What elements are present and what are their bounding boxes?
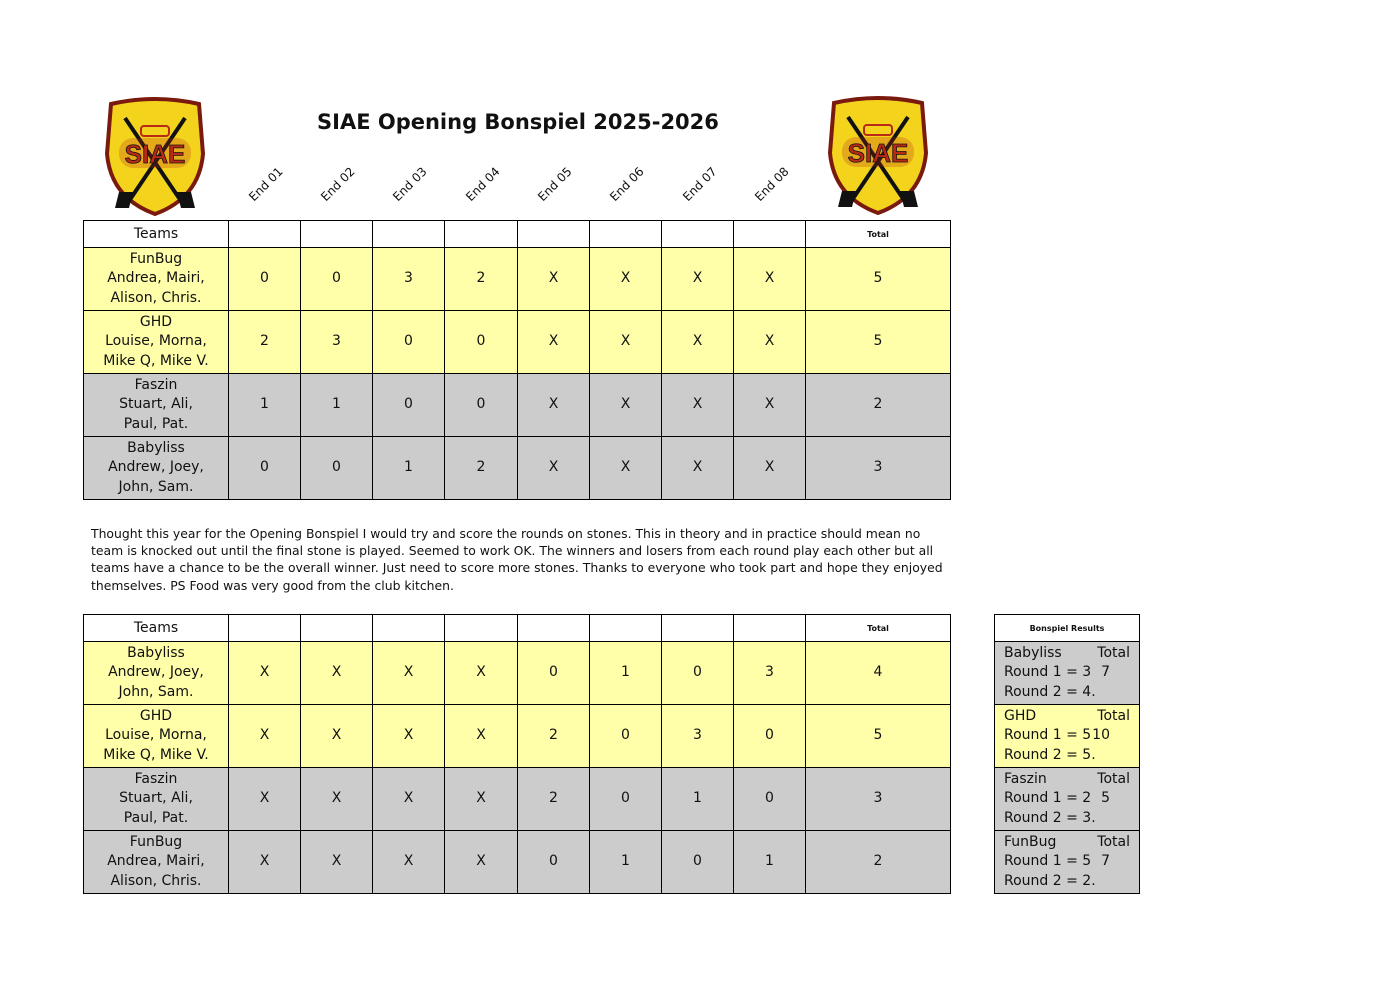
end-header-cell: [229, 615, 301, 642]
team-cell: [84, 248, 229, 311]
end-label: End 08: [752, 164, 792, 204]
result-team-name: Faszin: [1004, 770, 1047, 787]
team-members: John, Sam.: [118, 478, 194, 495]
end-score-cell: 0: [301, 248, 373, 311]
team-members: John, Sam.: [118, 683, 194, 700]
end-score-cell: X: [229, 642, 301, 705]
result-round2: Round 2 = 2.: [1004, 872, 1096, 889]
end-header-cell: [662, 221, 734, 248]
team-members: Louise, Morna,: [105, 727, 207, 744]
end-header-cell: [301, 221, 373, 248]
end-label: End 04: [463, 164, 503, 204]
team-name: FunBug: [129, 833, 183, 850]
end-score-cell: 1: [590, 831, 662, 894]
team-cell: [84, 437, 229, 500]
team-members: Mike Q, Mike V.: [103, 352, 209, 369]
end-score-cell: 1: [373, 437, 445, 500]
total-cell: 5: [806, 248, 951, 311]
end-score-cell: 0: [518, 642, 590, 705]
results-header-row: [995, 615, 1140, 642]
end-score-cell: 1: [301, 374, 373, 437]
end-label: End 02: [318, 164, 358, 204]
team-members: Paul, Pat.: [123, 415, 189, 432]
end-score-cell: 0: [445, 311, 518, 374]
total-cell: 3: [806, 437, 951, 500]
end-score-cell: X: [229, 768, 301, 831]
result-total-label: Total: [1097, 833, 1130, 850]
end-header-cell: [301, 615, 373, 642]
result-line: [1004, 770, 1130, 790]
end-score-cell: X: [445, 705, 518, 768]
result-row: [995, 642, 1140, 705]
end-score-cell: 0: [590, 705, 662, 768]
end-header-cell: [373, 221, 445, 248]
result-row: [995, 831, 1140, 894]
results-header: Bonspiel Results: [995, 615, 1140, 642]
result-row: [995, 705, 1140, 768]
total-cell: 5: [806, 311, 951, 374]
team-row: [84, 248, 951, 311]
team-name: Faszin: [134, 770, 178, 787]
end-score-cell: X: [590, 374, 662, 437]
end-score-cell: X: [590, 248, 662, 311]
team-members: Andrew, Joey,: [108, 459, 204, 476]
end-score-cell: X: [518, 437, 590, 500]
result-round2: Round 2 = 5.: [1004, 746, 1096, 763]
end-score-cell: X: [518, 311, 590, 374]
team-members: Andrew, Joey,: [108, 664, 204, 681]
total-cell: 4: [806, 642, 951, 705]
end-score-cell: X: [518, 374, 590, 437]
team-name: Babyliss: [127, 439, 185, 456]
team-name: FunBug: [129, 250, 183, 267]
end-header-cell: [229, 221, 301, 248]
round2-score-table: [83, 614, 951, 894]
end-score-cell: X: [734, 248, 806, 311]
total-cell: 5: [806, 705, 951, 768]
team-members: Andrea, Mairi,: [107, 853, 205, 870]
page-title: SIAE Opening Bonspiel 2025-2026: [317, 110, 719, 134]
end-header-cell: [662, 615, 734, 642]
end-score-cell: X: [445, 831, 518, 894]
team-name: GHD: [139, 707, 173, 724]
team-members: Paul, Pat.: [123, 809, 189, 826]
end-score-cell: X: [229, 831, 301, 894]
result-round1: Round 1 = 3: [1004, 664, 1092, 681]
end-score-cell: 0: [373, 374, 445, 437]
end-header-cell: [590, 221, 662, 248]
end-score-cell: X: [662, 374, 734, 437]
end-score-cell: 2: [445, 248, 518, 311]
end-score-cell: X: [662, 437, 734, 500]
team-cell: [84, 768, 229, 831]
siae-logo-left: [105, 96, 205, 216]
end-score-cell: X: [734, 374, 806, 437]
team-row: [84, 768, 951, 831]
result-cell: [995, 831, 1140, 894]
logo-text: SIAE: [124, 139, 186, 169]
end-score-cell: 0: [590, 768, 662, 831]
end-score-cell: X: [734, 437, 806, 500]
team-cell: [84, 374, 229, 437]
end-score-cell: X: [590, 311, 662, 374]
end-header-cell: [373, 615, 445, 642]
result-total-label: Total: [1097, 707, 1130, 724]
total-cell: 3: [806, 768, 951, 831]
team-row: [84, 437, 951, 500]
end-score-cell: 3: [301, 311, 373, 374]
team-members: Alison, Chris.: [110, 872, 202, 889]
end-score-cell: 0: [229, 437, 301, 500]
team-cell: [84, 705, 229, 768]
end-label: End 07: [680, 164, 720, 204]
result-line: [1004, 852, 1130, 872]
teams-header: Teams: [84, 615, 229, 642]
result-line: [1004, 663, 1130, 683]
result-team-name: Babyliss: [1004, 644, 1062, 661]
end-header-cell: [518, 221, 590, 248]
end-score-cell: 0: [518, 831, 590, 894]
end-score-cell: X: [445, 768, 518, 831]
result-team-name: FunBug: [1004, 833, 1057, 850]
end-score-cell: 1: [590, 642, 662, 705]
end-label: End 01: [246, 164, 286, 204]
end-score-cell: 0: [734, 705, 806, 768]
result-round2: Round 2 = 4.: [1004, 683, 1096, 700]
result-cell: [995, 768, 1140, 831]
team-members: Stuart, Ali,: [119, 396, 193, 413]
end-label: End 06: [607, 164, 647, 204]
end-score-cell: 0: [662, 642, 734, 705]
end-score-cell: 0: [662, 831, 734, 894]
end-score-cell: X: [301, 705, 373, 768]
end-score-cell: X: [662, 248, 734, 311]
end-score-cell: X: [301, 831, 373, 894]
end-header-cell: [734, 221, 806, 248]
result-total-value: 7: [1101, 853, 1110, 870]
result-total-value: 7: [1101, 664, 1110, 681]
end-score-cell: 2: [518, 705, 590, 768]
bonspiel-note: Thought this year for the Opening Bonspiel I would try and score the rounds on stones. This in theory and in practice should mean no team is knocked out until the final stone is played. Seemed to work OK. The winners and losers from each round play each other but all teams have a chance to be the overall winner. Just need to score more stones. Thanks to everyone who took part and hope they enjoyed themselves. PS Food was very good from the club kitchen.: [91, 526, 943, 593]
end-score-cell: X: [373, 768, 445, 831]
team-row: [84, 311, 951, 374]
result-total-value: 10: [1092, 727, 1110, 744]
result-line: [1004, 726, 1130, 746]
result-total-label: Total: [1097, 770, 1130, 787]
end-score-cell: 2: [518, 768, 590, 831]
logo-text: SIAE: [847, 138, 909, 168]
result-round1: Round 1 = 2: [1004, 790, 1092, 807]
end-score-cell: X: [229, 705, 301, 768]
team-members: Andrea, Mairi,: [107, 270, 205, 287]
result-line: [1004, 789, 1130, 809]
team-row: [84, 642, 951, 705]
end-score-cell: 1: [229, 374, 301, 437]
end-score-cell: X: [662, 311, 734, 374]
total-header: Total: [806, 221, 951, 248]
team-name: GHD: [139, 313, 173, 330]
total-header: Total: [806, 615, 951, 642]
end-score-cell: 0: [229, 248, 301, 311]
result-line: [1004, 707, 1130, 727]
end-score-cell: 3: [662, 705, 734, 768]
end-score-cell: X: [373, 642, 445, 705]
result-line: [1004, 644, 1130, 664]
end-header-cell: [518, 615, 590, 642]
team-cell: [84, 642, 229, 705]
end-label: End 05: [535, 164, 575, 204]
bonspiel-results-table: [994, 614, 1140, 894]
team-members: Alison, Chris.: [110, 289, 202, 306]
end-score-cell: X: [518, 248, 590, 311]
end-score-cell: 0: [445, 374, 518, 437]
team-row: [84, 705, 951, 768]
end-score-cell: X: [373, 705, 445, 768]
end-header-cell: [734, 615, 806, 642]
header-row: [84, 221, 951, 248]
end-score-cell: 1: [662, 768, 734, 831]
total-cell: 2: [806, 374, 951, 437]
end-score-cell: X: [445, 642, 518, 705]
result-round1: Round 1 = 5: [1004, 853, 1092, 870]
team-members: Mike Q, Mike V.: [103, 746, 209, 763]
team-name: Babyliss: [127, 644, 185, 661]
team-row: [84, 831, 951, 894]
end-score-cell: X: [373, 831, 445, 894]
end-score-cell: 1: [734, 831, 806, 894]
end-header-cell: [445, 615, 518, 642]
result-line: [1004, 833, 1130, 853]
result-round2: Round 2 = 3.: [1004, 809, 1096, 826]
end-score-cell: 2: [229, 311, 301, 374]
end-score-cell: X: [590, 437, 662, 500]
end-score-cell: 0: [301, 437, 373, 500]
end-score-cell: X: [734, 311, 806, 374]
end-header-cell: [590, 615, 662, 642]
end-score-cell: 3: [373, 248, 445, 311]
end-score-cell: 3: [734, 642, 806, 705]
end-score-cell: X: [301, 768, 373, 831]
team-members: Stuart, Ali,: [119, 790, 193, 807]
teams-header: Teams: [84, 221, 229, 248]
result-team-name: GHD: [1004, 707, 1037, 724]
end-score-cell: X: [301, 642, 373, 705]
end-label: End 03: [390, 164, 430, 204]
result-total-value: 5: [1101, 790, 1110, 807]
team-members: Louise, Morna,: [105, 333, 207, 350]
result-cell: [995, 705, 1140, 768]
round1-score-table: [83, 220, 951, 500]
end-header-cell: [445, 221, 518, 248]
siae-logo-right: [828, 95, 928, 215]
team-cell: [84, 311, 229, 374]
team-name: Faszin: [134, 376, 178, 393]
header-row: [84, 615, 951, 642]
end-score-cell: 0: [734, 768, 806, 831]
end-score-cell: 0: [373, 311, 445, 374]
result-row: [995, 768, 1140, 831]
end-score-cell: 2: [445, 437, 518, 500]
team-cell: [84, 831, 229, 894]
result-round1: Round 1 = 5: [1004, 727, 1092, 744]
result-total-label: Total: [1097, 644, 1130, 661]
result-cell: [995, 642, 1140, 705]
total-cell: 2: [806, 831, 951, 894]
team-row: [84, 374, 951, 437]
